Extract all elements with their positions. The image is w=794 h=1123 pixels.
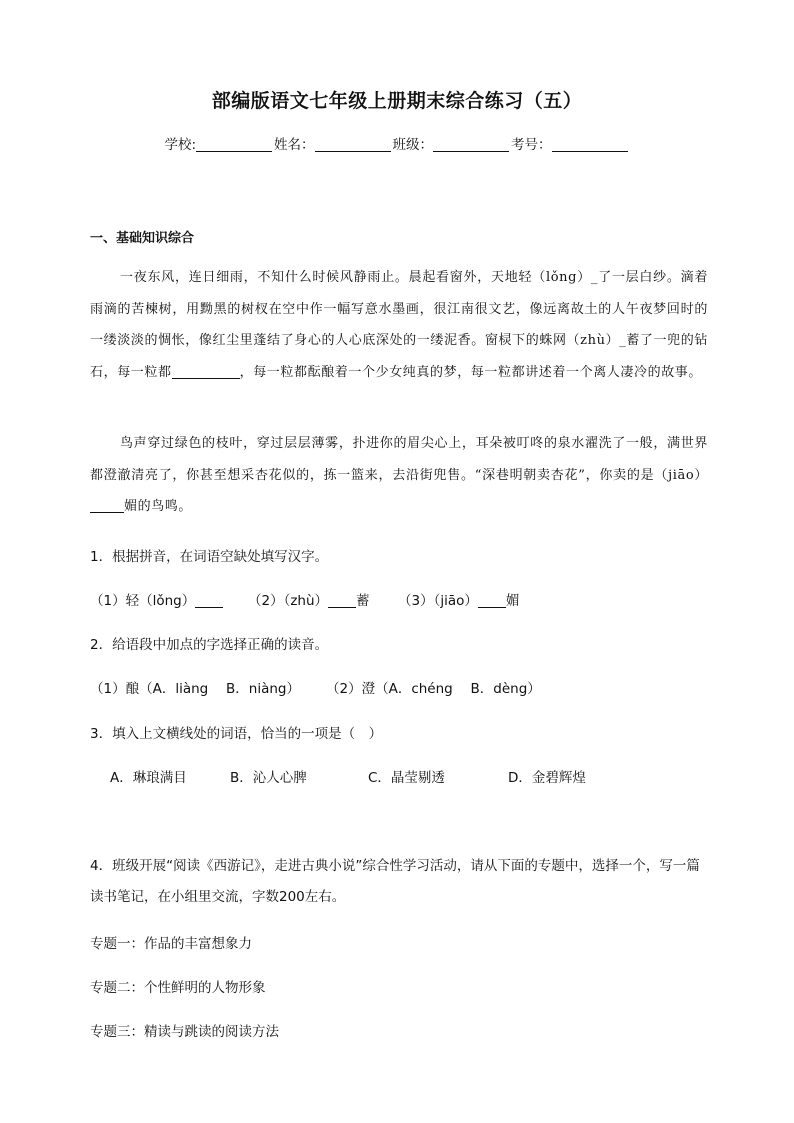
- q4-topic-1: 专题一：作品的丰富想象力: [90, 936, 252, 952]
- jiao-blank[interactable]: [90, 498, 124, 513]
- q1-item-2: [248, 589, 370, 609]
- passage-paragraph-2: [90, 428, 708, 523]
- passage-paragraph-2-tail: 媚的鸟鸣。: [124, 499, 193, 514]
- name-blank[interactable]: [315, 137, 391, 152]
- section-heading: 一、基础知识综合: [90, 231, 195, 246]
- q1-item-2-blank[interactable]: [328, 593, 356, 608]
- passage-paragraph-1: [90, 262, 708, 388]
- question-4-stem: 4．班级开展“阅读《西游记》，走进古典小说”综合性学习活动，请从下面的专题中，选择一个，写一篇读书笔记，在小组里交流，字数200左右。: [90, 858, 700, 905]
- number-blank[interactable]: [552, 137, 628, 152]
- q4-topic-3: 专题三：精读与跳读的阅读方法: [90, 1024, 279, 1040]
- q1-item-3: [398, 589, 519, 609]
- passage-paragraph-1-tail: ，每一粒都酝酿着一个少女纯真的梦，每一粒都讲述着一个离人凄冷的故事。: [239, 364, 703, 380]
- question-1-stem: 1．根据拼音，在词语空缺处填写汉字。: [90, 549, 329, 565]
- number-label: 考号：: [511, 137, 552, 153]
- passage-blank[interactable]: [172, 364, 240, 379]
- question-2-stem: 2．给语段中加点的字选择正确的读音。: [90, 637, 329, 653]
- q1-item-3-tail: 媚: [505, 593, 520, 609]
- school-label: 学校:: [164, 137, 197, 153]
- q3-option-c[interactable]: C．晶莹剔透: [368, 770, 445, 786]
- q1-item-2-label: （2）（zhù）: [248, 593, 329, 609]
- q4-topic-2: 专题二：个性鲜明的人物形象: [90, 980, 266, 996]
- q2-item-1: （1）酿（A．liàng B．niàng）: [90, 681, 300, 697]
- passage-paragraph-2-text: 鸟声穿过绿色的枝叶，穿过层层薄雾，扑进你的眉尖心上，耳朵被叮咚的泉水濯洗了一般，满世界都澄澈清亮了，你甚至想采杏花似的，拣一篮来，去沿街兜售。“深巷明朝卖杏花”，你卖的是（jiāo）: [90, 436, 708, 483]
- q1-item-1-label: （1）轻（lǒng）: [90, 593, 196, 609]
- q1-item-1-blank[interactable]: [195, 593, 223, 608]
- q1-item-2-tail: 蓄: [356, 593, 370, 609]
- q1-item-3-blank[interactable]: [478, 593, 506, 608]
- q2-item-2: （2）澄（A．chéng B．dèng）: [326, 681, 541, 697]
- page-title: 部编版语文七年级上册期末综合练习（五）: [211, 90, 583, 112]
- name-label: 姓名：: [274, 137, 315, 153]
- q3-option-d[interactable]: D．金碧辉煌: [508, 770, 586, 786]
- student-info-line: [0, 133, 794, 153]
- question-3-stem: 3．填入上文横线处的词语，恰当的一项是（ ）: [90, 726, 383, 742]
- passage-paragraph-1-text: 一夜东风，连日细雨，不知什么时候风静雨止。晨起看窗外，天地轻（lǒng）_了一层白纱。滴着雨滴的苦楝树，用黝黑的树杈在空中作一幅写意水墨画，很江南很文艺，像远离故土的人午夜梦回时的一缕淡淡的惆怅，像红尘里蓬结了身心的人心底深处的一缕泥香。窗棂下的蛛网（zhù）_蓄了一兜的钻石，每一粒都: [90, 270, 708, 380]
- q1-item-3-label: （3）（jiāo）: [398, 593, 478, 609]
- q1-item-1: [90, 589, 223, 609]
- q3-option-b[interactable]: B．沁人心脾: [230, 770, 307, 786]
- class-blank[interactable]: [433, 137, 509, 152]
- class-label: 班级：: [392, 137, 434, 153]
- school-blank[interactable]: [196, 137, 272, 152]
- q3-option-a[interactable]: A．琳琅满目: [110, 770, 187, 786]
